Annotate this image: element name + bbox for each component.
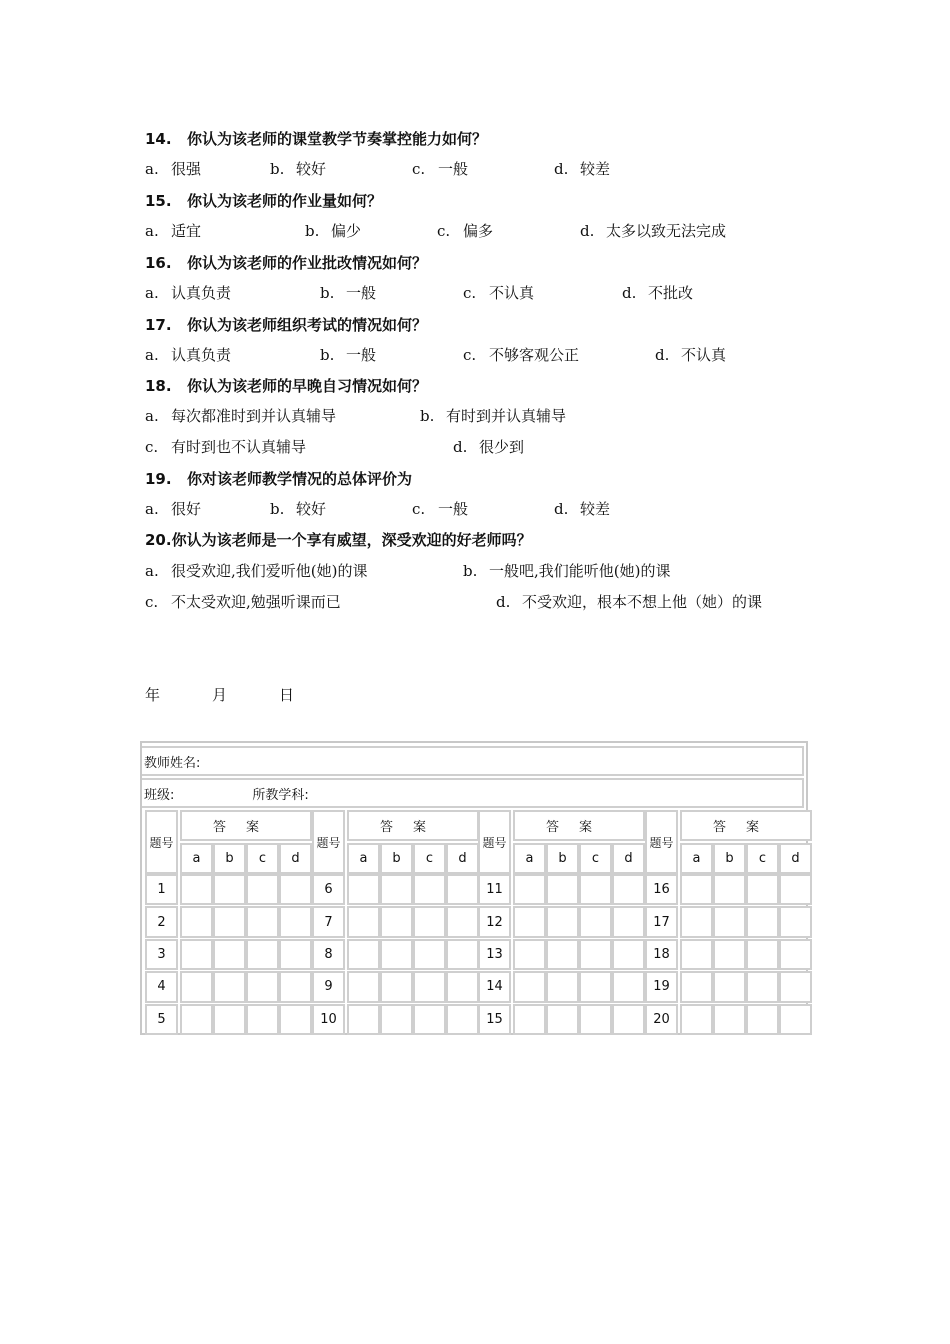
- answer-box-4-b[interactable]: [213, 971, 246, 1002]
- answer-box-6-d[interactable]: [446, 874, 479, 905]
- option-a: [145, 158, 201, 179]
- question-15: [145, 190, 382, 211]
- answer-box-8-b[interactable]: [380, 939, 413, 970]
- option-text: 认真负责: [171, 346, 232, 364]
- answer-box-3-b[interactable]: [213, 939, 246, 970]
- answer-letter-a: a: [180, 843, 213, 874]
- answer-box-7-c[interactable]: [413, 906, 446, 937]
- question-text: 你认为该老师的课堂教学节奏掌控能力如何？: [187, 130, 488, 148]
- answer-box-5-a[interactable]: [180, 1004, 213, 1035]
- option-c: [463, 282, 534, 303]
- answer-letter-b: b: [713, 843, 746, 874]
- question-number: 19.: [145, 470, 172, 488]
- teacher-name-label: 教师姓名:: [144, 755, 201, 771]
- answer-box-5-c[interactable]: [246, 1004, 279, 1035]
- option-b: [270, 158, 326, 179]
- option-key: d.: [453, 438, 468, 456]
- option-text: 偏多: [463, 222, 494, 240]
- answer-box-2-d[interactable]: [279, 906, 312, 937]
- answer-box-9-d[interactable]: [446, 971, 479, 1002]
- answer-letter-c: c: [579, 843, 612, 874]
- answer-box-12-d[interactable]: [612, 906, 645, 937]
- option-row: [145, 498, 845, 518]
- option-row: [145, 591, 845, 611]
- option-d: [580, 220, 726, 241]
- option-d: [655, 344, 726, 365]
- option-key: d.: [554, 160, 569, 178]
- answer-box-11-b[interactable]: [546, 874, 579, 905]
- answer-box-5-b[interactable]: [213, 1004, 246, 1035]
- option-text: 一般: [438, 500, 469, 518]
- answer-header: 答案: [180, 810, 312, 841]
- answer-box-10-c[interactable]: [413, 1004, 446, 1035]
- answer-box-9-b[interactable]: [380, 971, 413, 1002]
- answer-letter-c: c: [746, 843, 779, 874]
- answer-row-number: 19: [645, 971, 678, 1002]
- answer-letter-a: a: [347, 843, 380, 874]
- option-row: [145, 560, 845, 580]
- answer-box-8-c[interactable]: [413, 939, 446, 970]
- option-a: [145, 282, 231, 303]
- answer-box-18-b[interactable]: [713, 939, 746, 970]
- option-b: [320, 344, 376, 365]
- answer-row-number: 15: [478, 1004, 511, 1035]
- option-key: c.: [463, 346, 477, 364]
- option-text: 一般: [346, 284, 377, 302]
- answer-letter-a: a: [513, 843, 546, 874]
- option-d: [622, 282, 693, 303]
- question-number-header: 题号: [145, 810, 178, 874]
- answer-box-17-b[interactable]: [713, 906, 746, 937]
- answer-box-14-d[interactable]: [612, 971, 645, 1002]
- option-b: [420, 405, 566, 426]
- answer-row-number: 10: [312, 1004, 345, 1035]
- option-key: b.: [270, 160, 285, 178]
- teacher-name-row: [142, 746, 804, 776]
- option-text: 不够客观公正: [489, 346, 580, 364]
- answer-box-15-d[interactable]: [612, 1004, 645, 1035]
- option-key: d.: [655, 346, 670, 364]
- option-d: [554, 498, 610, 519]
- option-text: 每次都准时到并认真辅导: [171, 407, 337, 425]
- option-row: [145, 436, 845, 456]
- option-key: c.: [412, 160, 426, 178]
- option-c: [145, 436, 306, 457]
- answer-row-number: 4: [145, 971, 178, 1002]
- option-key: d.: [496, 593, 511, 611]
- option-key: c.: [437, 222, 451, 240]
- answer-box-16-a[interactable]: [680, 874, 713, 905]
- class-subject-row: [142, 778, 804, 808]
- answer-box-4-c[interactable]: [246, 971, 279, 1002]
- option-d: [496, 591, 762, 612]
- option-row: [145, 158, 845, 178]
- answer-box-1-b[interactable]: [213, 874, 246, 905]
- question-19: [145, 468, 412, 489]
- answer-box-10-a[interactable]: [347, 1004, 380, 1035]
- option-b: [320, 282, 376, 303]
- answer-box-20-c[interactable]: [746, 1004, 779, 1035]
- answer-header: 答案: [347, 810, 479, 841]
- answer-letter-d: d: [446, 843, 479, 874]
- option-c: [463, 344, 579, 365]
- answer-box-13-b[interactable]: [546, 939, 579, 970]
- answer-row-number: 11: [478, 874, 511, 905]
- answer-box-1-c[interactable]: [246, 874, 279, 905]
- option-row: [145, 220, 845, 240]
- option-a: [145, 405, 336, 426]
- answer-box-15-a[interactable]: [513, 1004, 546, 1035]
- answer-box-10-d[interactable]: [446, 1004, 479, 1035]
- answer-row-number: 3: [145, 939, 178, 970]
- answer-box-3-a[interactable]: [180, 939, 213, 970]
- answer-letter-d: d: [612, 843, 645, 874]
- question-18: [145, 375, 427, 396]
- option-key: b.: [420, 407, 435, 425]
- option-key: b.: [320, 346, 335, 364]
- answer-letter-b: b: [380, 843, 413, 874]
- answer-box-18-a[interactable]: [680, 939, 713, 970]
- answer-row-number: 14: [478, 971, 511, 1002]
- answer-box-11-a[interactable]: [513, 874, 546, 905]
- answer-box-20-b[interactable]: [713, 1004, 746, 1035]
- answer-letter-b: b: [546, 843, 579, 874]
- answer-row-number: 7: [312, 906, 345, 937]
- option-key: a.: [145, 346, 159, 364]
- answer-box-6-a[interactable]: [347, 874, 380, 905]
- option-b: [270, 498, 326, 519]
- option-c: [145, 591, 341, 612]
- option-key: b.: [463, 562, 478, 580]
- answer-box-19-a[interactable]: [680, 971, 713, 1002]
- answer-box-10-b[interactable]: [380, 1004, 413, 1035]
- option-a: [145, 560, 367, 581]
- option-key: a.: [145, 500, 159, 518]
- question-text: 你认为该老师的作业量如何？: [187, 192, 383, 210]
- answer-letter-a: a: [680, 843, 713, 874]
- answer-sheet-table: [140, 741, 808, 1035]
- answer-row-number: 5: [145, 1004, 178, 1035]
- answer-box-20-a[interactable]: [680, 1004, 713, 1035]
- option-text: 适宜: [171, 222, 202, 240]
- question-number: 15.: [145, 192, 172, 210]
- answer-box-11-d[interactable]: [612, 874, 645, 905]
- answer-box-12-c[interactable]: [579, 906, 612, 937]
- answer-row-number: 16: [645, 874, 678, 905]
- answer-header: 答案: [513, 810, 645, 841]
- option-c: [437, 220, 493, 241]
- answer-box-18-d[interactable]: [779, 939, 812, 970]
- option-text: 不认真: [489, 284, 535, 302]
- answer-box-14-b[interactable]: [546, 971, 579, 1002]
- option-key: d.: [622, 284, 637, 302]
- option-a: [145, 344, 231, 365]
- option-b: [305, 220, 361, 241]
- answer-box-17-c[interactable]: [746, 906, 779, 937]
- answer-box-17-a[interactable]: [680, 906, 713, 937]
- answer-row-number: 17: [645, 906, 678, 937]
- option-row: [145, 344, 845, 364]
- option-text: 较差: [580, 160, 611, 178]
- question-number: 14.: [145, 130, 172, 148]
- answer-box-3-d[interactable]: [279, 939, 312, 970]
- question-text: 你对该老师教学情况的总体评价为: [187, 470, 413, 488]
- date-month: 月: [212, 686, 228, 704]
- answer-box-12-b[interactable]: [546, 906, 579, 937]
- answer-letter-c: c: [246, 843, 279, 874]
- answer-row-number: 2: [145, 906, 178, 937]
- option-text: 有时到并认真辅导: [446, 407, 567, 425]
- question-14: [145, 128, 487, 149]
- answer-box-6-c[interactable]: [413, 874, 446, 905]
- question-number-header: 题号: [478, 810, 511, 874]
- answer-box-8-a[interactable]: [347, 939, 380, 970]
- answer-box-1-a[interactable]: [180, 874, 213, 905]
- answer-box-4-d[interactable]: [279, 971, 312, 1002]
- answer-box-16-c[interactable]: [746, 874, 779, 905]
- answer-box-4-a[interactable]: [180, 971, 213, 1002]
- question-text: 你认为该老师的作业批改情况如何？: [187, 254, 428, 272]
- answer-row-number: 12: [478, 906, 511, 937]
- answer-box-15-c[interactable]: [579, 1004, 612, 1035]
- answer-letter-d: d: [779, 843, 812, 874]
- option-text: 不太受欢迎,勉强听课而已: [171, 593, 341, 611]
- subject-label: 所教学科:: [252, 787, 309, 803]
- option-key: c.: [463, 284, 477, 302]
- answer-box-3-c[interactable]: [246, 939, 279, 970]
- answer-box-9-c[interactable]: [413, 971, 446, 1002]
- answer-row-number: 18: [645, 939, 678, 970]
- answer-box-19-d[interactable]: [779, 971, 812, 1002]
- answer-box-18-c[interactable]: [746, 939, 779, 970]
- answer-row-number: 1: [145, 874, 178, 905]
- answer-box-6-b[interactable]: [380, 874, 413, 905]
- answer-box-5-d[interactable]: [279, 1004, 312, 1035]
- option-b: [463, 560, 670, 581]
- option-key: d.: [554, 500, 569, 518]
- answer-box-16-b[interactable]: [713, 874, 746, 905]
- option-text: 太多以致无法完成: [606, 222, 727, 240]
- answer-letter-b: b: [213, 843, 246, 874]
- answer-row-number: 8: [312, 939, 345, 970]
- question-number-header: 题号: [645, 810, 678, 874]
- answer-row-number: 6: [312, 874, 345, 905]
- question-number: 20.: [145, 531, 172, 549]
- answer-box-17-d[interactable]: [779, 906, 812, 937]
- option-c: [412, 158, 468, 179]
- option-text: 较好: [296, 160, 327, 178]
- option-text: 较差: [580, 500, 611, 518]
- option-key: a.: [145, 562, 159, 580]
- option-d: [453, 436, 524, 457]
- answer-box-2-a[interactable]: [180, 906, 213, 937]
- question-number: 16.: [145, 254, 172, 272]
- class-label: 班级:: [144, 787, 175, 803]
- answer-box-11-c[interactable]: [579, 874, 612, 905]
- question-number-header: 题号: [312, 810, 345, 874]
- answer-letter-d: d: [279, 843, 312, 874]
- option-d: [554, 158, 610, 179]
- answer-box-13-d[interactable]: [612, 939, 645, 970]
- option-text: 有时到也不认真辅导: [171, 438, 307, 456]
- answer-box-20-d[interactable]: [779, 1004, 812, 1035]
- answer-box-16-d[interactable]: [779, 874, 812, 905]
- option-row: [145, 282, 845, 302]
- answer-row-number: 20: [645, 1004, 678, 1035]
- answer-box-14-a[interactable]: [513, 971, 546, 1002]
- option-key: d.: [580, 222, 595, 240]
- option-text: 偏少: [331, 222, 362, 240]
- option-key: a.: [145, 160, 159, 178]
- question-number: 18.: [145, 377, 172, 395]
- option-key: a.: [145, 407, 159, 425]
- question-text: 你认为该老师的早晚自习情况如何？: [187, 377, 428, 395]
- answer-row-number: 9: [312, 971, 345, 1002]
- question-number: 17.: [145, 316, 172, 334]
- option-text: 很好: [171, 500, 202, 518]
- answer-letter-c: c: [413, 843, 446, 874]
- option-text: 一般: [346, 346, 377, 364]
- option-key: b.: [305, 222, 320, 240]
- question-17: [145, 314, 427, 335]
- option-key: a.: [145, 222, 159, 240]
- date-day: 日: [279, 686, 295, 704]
- question-16: [145, 252, 427, 273]
- option-key: a.: [145, 284, 159, 302]
- option-key: b.: [270, 500, 285, 518]
- option-key: c.: [145, 438, 159, 456]
- option-a: [145, 498, 201, 519]
- option-key: c.: [145, 593, 159, 611]
- answer-box-13-c[interactable]: [579, 939, 612, 970]
- answer-row-number: 13: [478, 939, 511, 970]
- answer-box-13-a[interactable]: [513, 939, 546, 970]
- option-c: [412, 498, 468, 519]
- option-text: 很少到: [479, 438, 525, 456]
- question-text: 你认为该老师组织考试的情况如何？: [187, 316, 428, 334]
- answer-box-14-c[interactable]: [579, 971, 612, 1002]
- option-key: b.: [320, 284, 335, 302]
- answer-box-8-d[interactable]: [446, 939, 479, 970]
- option-text: 一般吧,我们能听他(她)的课: [489, 562, 671, 580]
- option-text: 很受欢迎,我们爱听他(她)的课: [171, 562, 368, 580]
- answer-box-9-a[interactable]: [347, 971, 380, 1002]
- option-row: [145, 405, 845, 425]
- date-year: 年: [145, 686, 161, 704]
- question-text: 你认为该老师是一个享有威望，深受欢迎的好老师吗？: [171, 531, 532, 549]
- option-text: 很强: [171, 160, 202, 178]
- answer-header: 答案: [680, 810, 812, 841]
- question-20: [145, 529, 532, 550]
- answer-box-2-b[interactable]: [213, 906, 246, 937]
- option-text: 认真负责: [171, 284, 232, 302]
- answer-box-19-c[interactable]: [746, 971, 779, 1002]
- option-text: 一般: [438, 160, 469, 178]
- answer-box-7-b[interactable]: [380, 906, 413, 937]
- option-text: 不认真: [681, 346, 727, 364]
- option-text: 较好: [296, 500, 327, 518]
- answer-box-19-b[interactable]: [713, 971, 746, 1002]
- option-text: 不受欢迎，根本不想上他（她）的课: [522, 593, 763, 611]
- answer-box-7-a[interactable]: [347, 906, 380, 937]
- option-a: [145, 220, 201, 241]
- answer-box-12-a[interactable]: [513, 906, 546, 937]
- answer-box-7-d[interactable]: [446, 906, 479, 937]
- answer-box-1-d[interactable]: [279, 874, 312, 905]
- option-key: c.: [412, 500, 426, 518]
- answer-box-2-c[interactable]: [246, 906, 279, 937]
- option-text: 不批改: [648, 284, 694, 302]
- answer-box-15-b[interactable]: [546, 1004, 579, 1035]
